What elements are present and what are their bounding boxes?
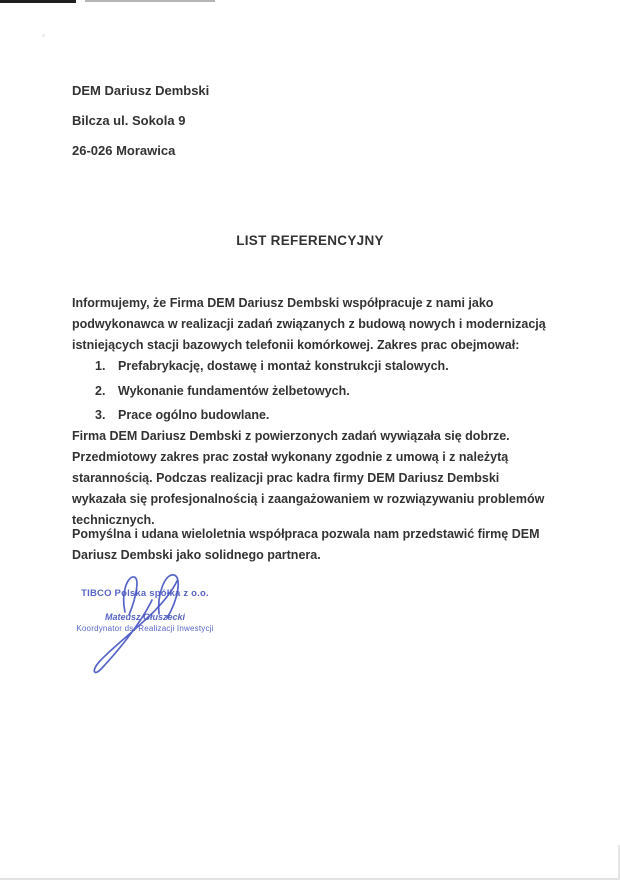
scan-artifact-speck bbox=[42, 34, 45, 37]
paragraph-evaluation: Firma DEM Dariusz Dembski z powierzonych zadań wywiązała się dobrze. Przedmiotowy zakres prac został wykonany zgodnie z umową i z należytą starannością. Podczas realizacji prac kadra firmy DEM Dariusz Dembski wykazała się profesjonalnością i zaangażowaniem w rozwiązywaniu problemów technicznych. bbox=[72, 429, 545, 527]
sender-street: Bilcza ul. Sokola 9 bbox=[72, 113, 186, 128]
letter-title: LIST REFERENCYJNY bbox=[236, 233, 384, 248]
list-item-text: Prefabrykację, dostawę i montaż konstrukcji stalowych. bbox=[118, 359, 449, 373]
list-item-number: 2. bbox=[95, 383, 106, 398]
list-item bbox=[95, 384, 535, 400]
list-item-text: Wykonanie fundamentów żelbetowych. bbox=[118, 383, 350, 398]
paragraph-intro: Informujemy, że Firma DEM Dariusz Dembski współpracuje z nami jako podwykonawca w realizacji zadań związanych z budową nowych i modernizacją istniejących stacji bazowych telefonii komórkowej. Zakres prac obejmował: bbox=[72, 296, 546, 352]
stamp-company-name: TIBCO Polska spółka z o.o. bbox=[81, 588, 209, 599]
handwritten-signature bbox=[85, 568, 195, 680]
sender-block bbox=[72, 84, 209, 174]
list-item bbox=[95, 359, 535, 375]
sender-city: 26-026 Morawica bbox=[72, 143, 176, 158]
stamp-signatory-role: Koordynator ds. Realizacji Inwestycji bbox=[76, 624, 214, 633]
scan-artifact-top-gray bbox=[85, 0, 215, 2]
work-scope-list bbox=[95, 359, 535, 433]
paragraph-recommendation: Pomyślna i udana wieloletnia współpraca pozwala nam przedstawić firmę DEM Dariusz Dembski jako solidnego partnera. bbox=[72, 527, 540, 562]
list-item-number: 1. bbox=[95, 359, 106, 373]
list-item-text: Prace ogólno budowlane. bbox=[118, 408, 270, 422]
sender-name: DEM Dariusz Dembski bbox=[72, 83, 210, 98]
signature-stroke-loop2 bbox=[159, 575, 179, 618]
scan-artifact-top-dark bbox=[0, 0, 76, 3]
signature-stroke-loop1 bbox=[124, 577, 137, 615]
list-item-number: 3. bbox=[95, 408, 106, 422]
stamp-signatory-name: Mateusz Głuszecki bbox=[104, 612, 186, 622]
list-item bbox=[95, 408, 535, 424]
